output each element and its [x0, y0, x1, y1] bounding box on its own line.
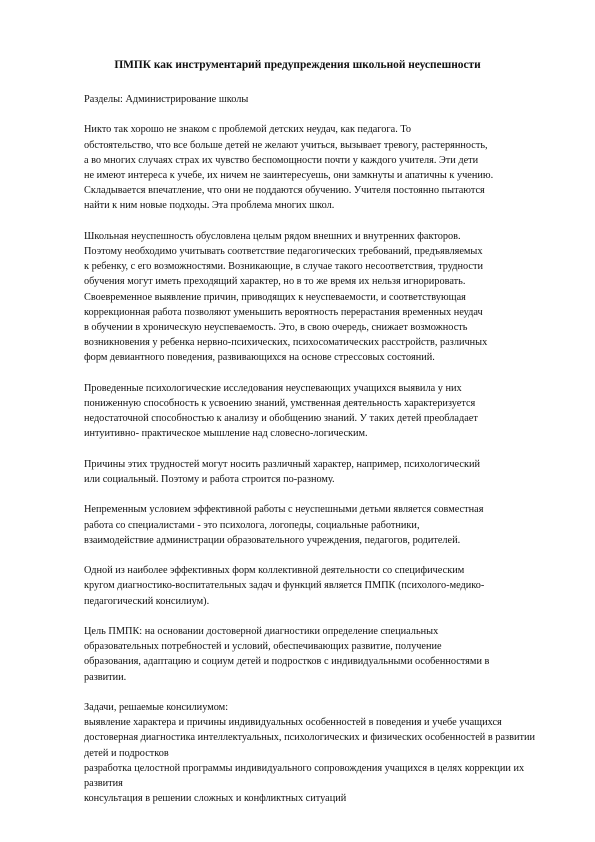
section-label: Разделы: Администрирование школы [84, 94, 249, 105]
paragraph-line: взаимодействие администрации образовательного учреждения, педагогов, родителей. [84, 534, 461, 546]
paragraph-line: или социальный. Поэтому и работа строится по-разному. [84, 474, 335, 486]
paragraph-list [84, 122, 554, 684]
paragraph-line: обстоятельство, что все больше детей не желают учиться, вызывает тревогу, растерянность, [84, 139, 488, 151]
paragraph-line: кругом диагностико-воспитательных задач и функций является ПМПК (психолого-медико- [84, 580, 485, 592]
document-title: ПМПК как инструментарий предупреждения школьной неуспешности [114, 59, 481, 71]
paragraph-line: к ребенку, с его возможностями. Возникающие, в случае такого несоответствия, трудности [84, 261, 483, 273]
paragraph-line: образования, адаптацию и социум детей и подростков с индивидуальными особенностями в [84, 656, 490, 668]
paragraph-line: развитии. [84, 671, 127, 683]
paragraph-line: Никто так хорошо не знаком с проблемой детских неудач, как педагога. То [84, 124, 412, 136]
tasks-list [84, 715, 554, 806]
paragraph-line: Причины этих трудностей могут носить различный характер, например, психологический [84, 458, 480, 470]
paragraph-line: а во многих случаях страх их чувство беспомощности почти у каждого учителя. Эти дети [84, 154, 479, 166]
paragraph-line: интуитивно- практическое мышление над словесно-логическим. [84, 428, 368, 440]
paragraph-line: Одной из наиболее эффективных форм коллективной деятельности со специфическим [84, 565, 465, 577]
paragraph [84, 502, 554, 548]
paragraph-line: работа со специалистами - это психолога, логопеды, социальные работники, [84, 519, 420, 531]
paragraph [84, 381, 554, 442]
paragraph-line: Школьная неуспешность обусловлена целым рядом внешних и внутренних факторов. [84, 230, 461, 242]
document-body [84, 92, 554, 806]
tasks-heading: Задачи, решаемые консилиумом: [84, 702, 229, 713]
paragraph [84, 563, 554, 609]
paragraph-line: найти к ним новые подходы. Эта проблема многих школ. [84, 200, 335, 212]
task-item: консультация в решении сложных и конфликтных ситуаций [84, 793, 347, 805]
paragraph [84, 624, 554, 685]
paragraph-line: форм девиантного поведения, развивающихся на основе стрессовых состояний. [84, 352, 435, 364]
paragraph-line: обучения могут иметь преходящий характер, но в то же время их нельзя игнорировать. [84, 276, 466, 288]
paragraph-line: Цель ПМПК: на основании достоверной диагностики определение специальных [84, 626, 439, 637]
paragraph-line: в обучении в хроническую неуспеваемость. Это, в свою очередь, снижает возможность [84, 322, 468, 334]
task-item: выявление характера и причины индивидуальных особенностей в поведения и учебе учащихся [84, 717, 502, 729]
paragraph [84, 229, 554, 366]
task-item: разработка целостной программы индивидуального сопровождения учащихся в целях коррекции их развития [84, 762, 525, 790]
paragraph-line: Проведенные психологические исследования неуспевающих учащихся выявила у них [84, 382, 462, 394]
paragraph-line: возникновения у ребенка нервно-психических, психосоматических расстройств, различных [84, 337, 488, 349]
paragraph [84, 122, 554, 213]
paragraph-line: Непременным условием эффективной работы с неуспешными детьми является совместная [84, 504, 484, 516]
paragraph [84, 457, 554, 487]
task-item: достоверная диагностика интеллектуальных, психологических и физических особенностей в развитии детей и подростков [84, 732, 535, 759]
paragraph-line: недостаточной способностью к анализу и обобщению знаний. У таких детей преобладает [84, 413, 478, 425]
tasks-section [84, 700, 554, 806]
paragraph-line: пониженную способность к усвоению знаний, умственная деятельность характеризуется [84, 398, 476, 410]
paragraph-line: коррекционная работа позволяют уменьшить вероятность перерастания временных неудач [84, 306, 483, 318]
paragraph-line: Складывается впечатление, что они не поддаются обучению. Учителя постоянно пытаются [84, 185, 485, 197]
paragraph-line: педагогический консилиум). [84, 595, 210, 607]
paragraph-line: не имеют интереса к учебе, их ничем не заинтересуешь, они замкнуты и апатичны к учению. [84, 170, 494, 181]
paragraph-line: образовательных потребностей и условий, обеспечивающих развитие, получение [84, 641, 442, 653]
paragraph-line: Своевременное выявление причин, приводящих к неуспеваемости, и соответствующая [84, 291, 466, 303]
paragraph-line: Поэтому необходимо учитывать соответствие педагогических требований, предъявляемых [84, 246, 483, 257]
